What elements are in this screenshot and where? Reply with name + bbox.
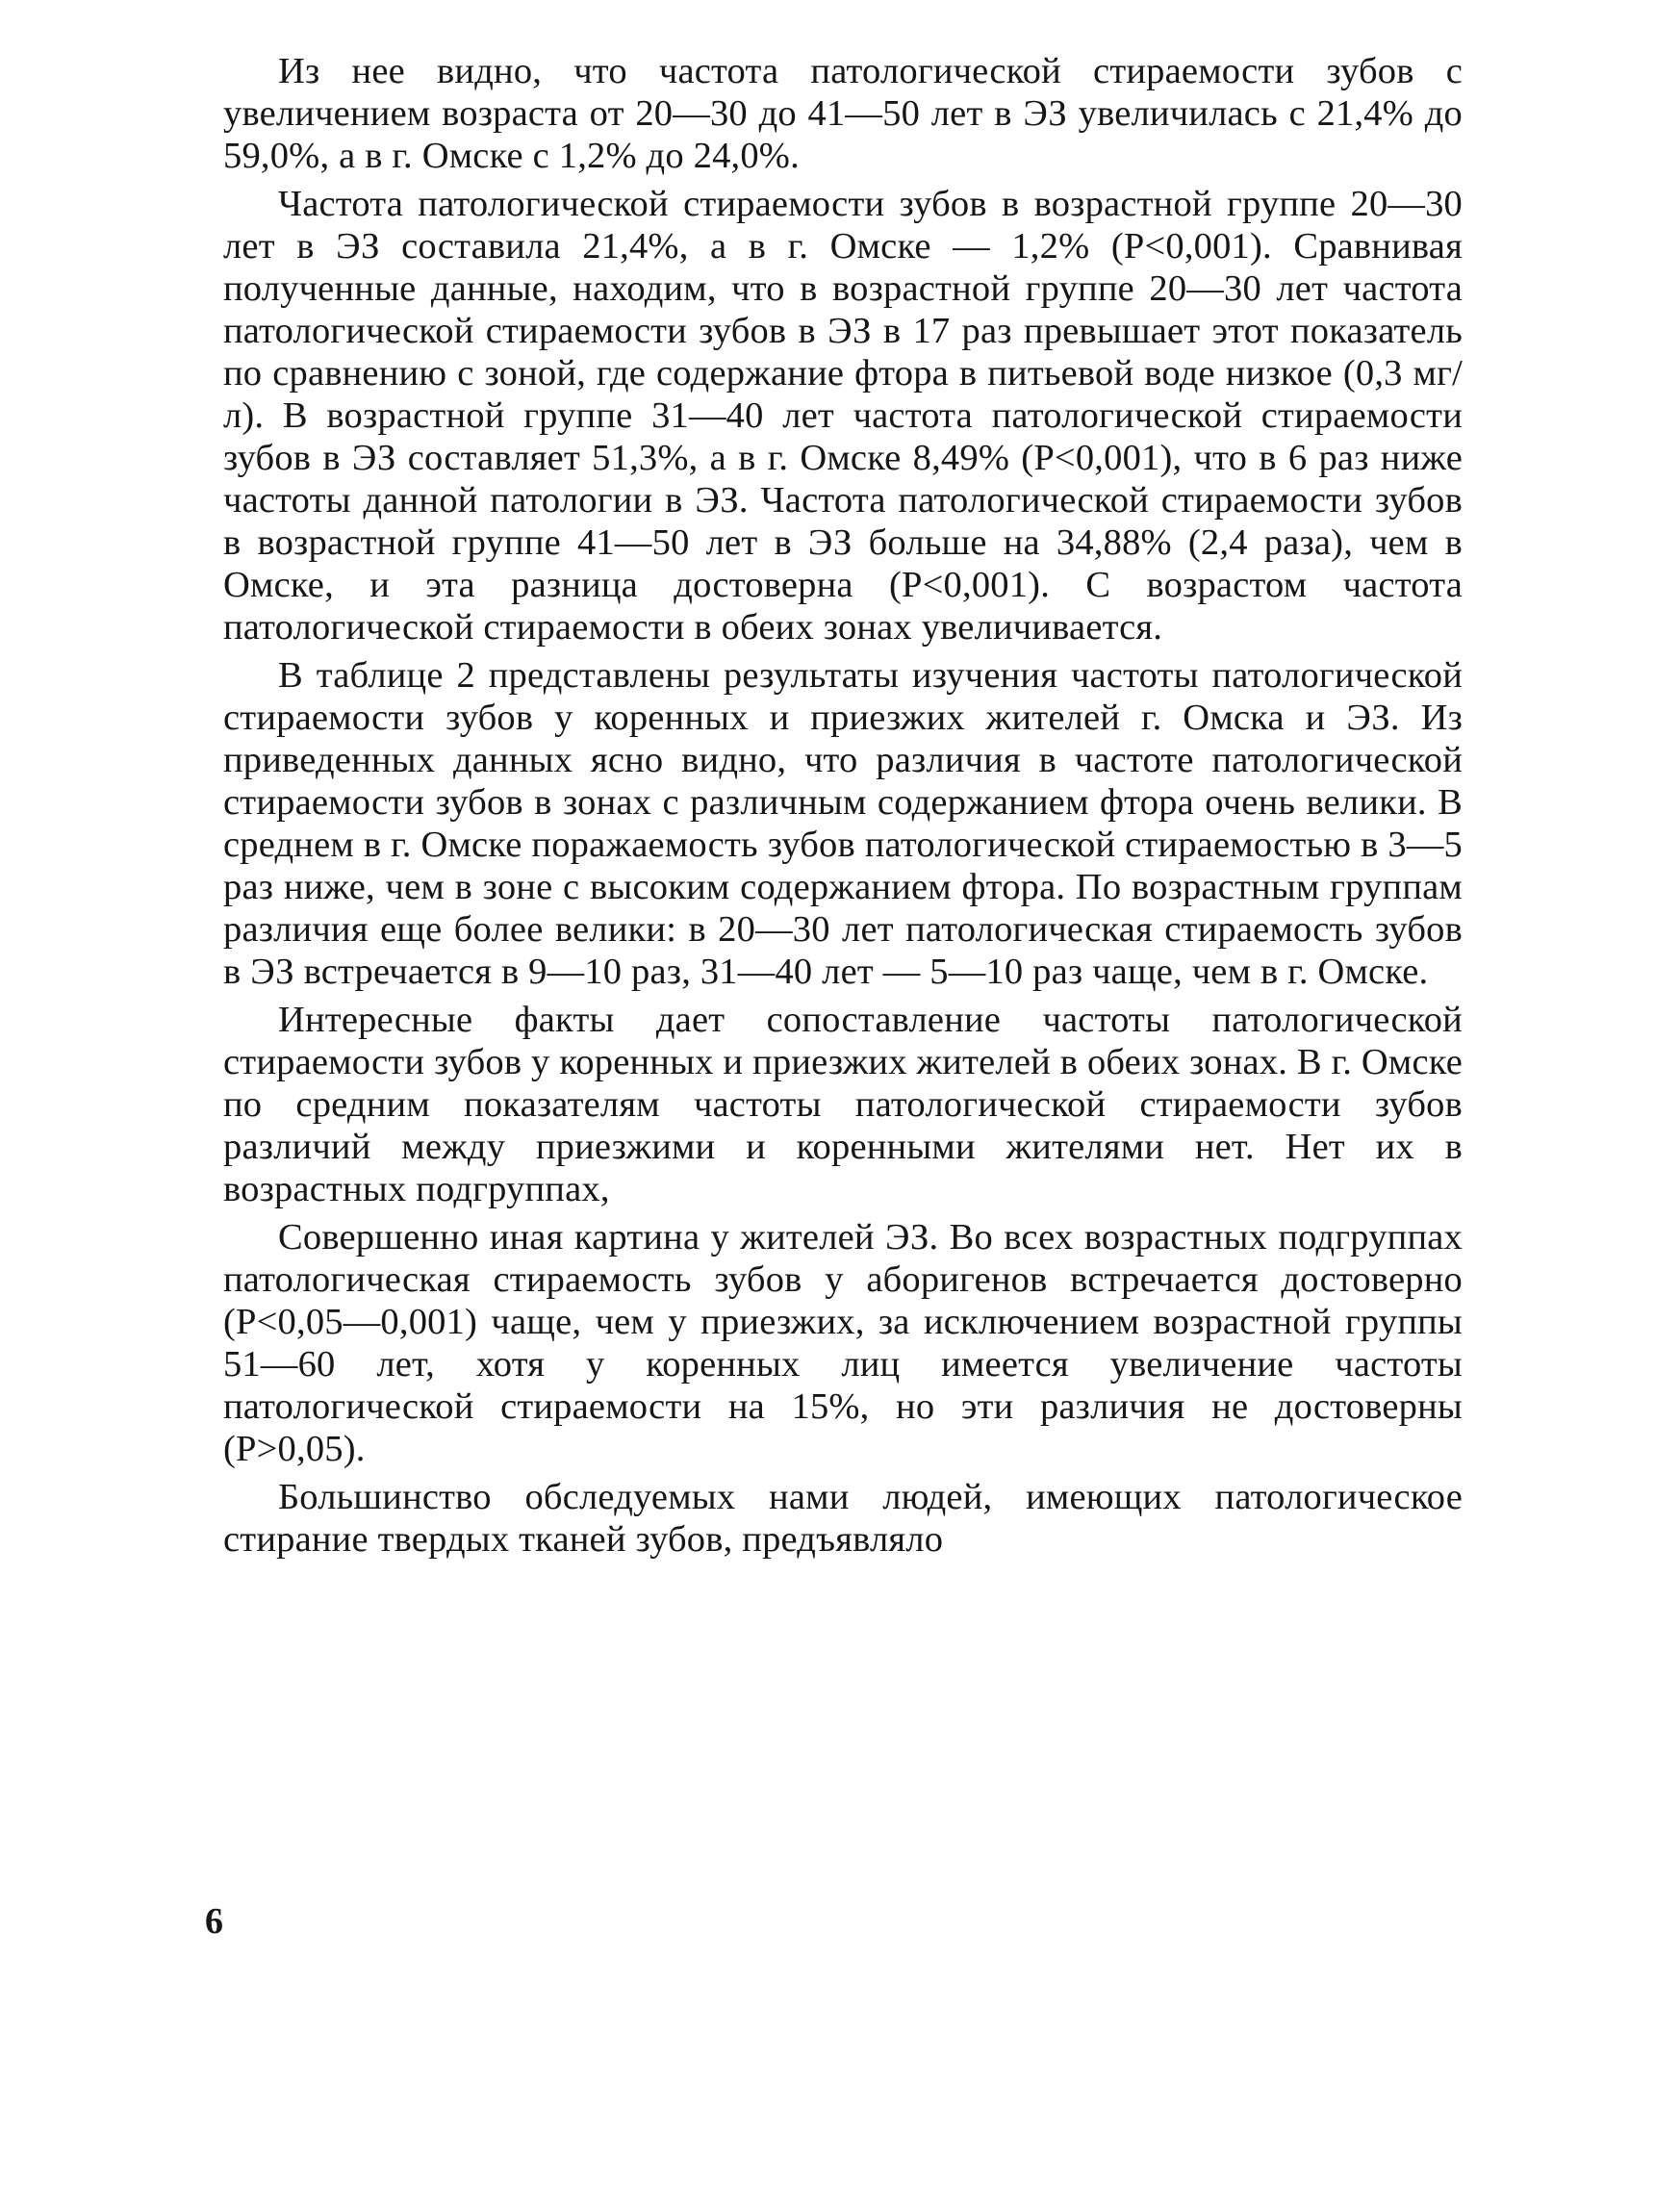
paragraph-3: В таблице 2 представлены результаты изучения частоты патологической стираемости зубов у коренных и приезжих жителей г. Омска и ЭЗ. Из приведенных данных ясно видно, что различия в частоте патологической стираемости зубов в зонах с различным содержанием фтора очень велики. В среднем в г. Омске поражаемость зубов патологической стираемостью в 3—5 раз ниже, чем в зоне с высоким содержанием фтора. По возрастным группам различия еще более велики: в 20—30 лет патологическая стираемость зубов в ЭЗ встречается в 9—10 раз, 31—40 лет — 5—10 раз чаще, чем в г. Омске.: [223, 655, 1463, 992]
paragraph-2: Частота патологической стираемости зубов в возрастной группе 20—30 лет в ЭЗ составила 21,4%, а в г. Омске — 1,2% (Р<0,001). Сравнивая полученные данные, находим, что в возрастной группе 20—30 лет частота патологической стираемости зубов в ЭЗ в 17 раз превышает этот показатель по сравнению с зоной, где содержание фтора в питьевой воде низкое (0,3 мг/л). В возрастной группе 31—40 лет частота патологической стираемости зубов в ЭЗ составляет 51,3%, а в г. Омске 8,49% (Р<0,001), что в 6 раз ниже частоты данной патологии в ЭЗ. Частота патологической стираемости зубов в возрастной группе 41—50 лет в ЭЗ больше на 34,88% (2,4 раза), чем в Омске, и эта разница достоверна (Р<0,001). С возрастом частота патологической стираемости в обеих зонах увеличивается.: [223, 184, 1463, 648]
paragraph-1: Из нее видно, что частота патологической стираемости зубов с увеличением возраста от 20—30 до 41—50 лет в ЭЗ увеличилась с 21,4% до 59,0%, а в г. Омске с 1,2% до 24,0%.: [223, 51, 1463, 176]
paragraph-6: Большинство обследуемых нами людей, имеющих патологическое стирание твердых тканей зубов, предъявляло: [223, 1477, 1463, 1560]
page-body: [223, 50, 1463, 1561]
page-number: 6: [205, 1901, 223, 1942]
paragraph-5: Совершенно иная картина у жителей ЭЗ. Во всех возрастных подгруппах патологическая стираемость зубов у аборигенов встречается достоверно (Р<0,05—0,001) чаще, чем у приезжих, за исключением возрастной группы 51—60 лет, хотя у коренных лиц имеется увеличение частоты патологической стираемости на 15%, но эти различия не достоверны (Р>0,05).: [223, 1217, 1463, 1469]
paragraph-4: Интересные факты дает сопоставление частоты патологической стираемости зубов у коренных и приезжих жителей в обеих зонах. В г. Омске по средним показателям частоты патологической стираемости зубов различий между приезжими и коренными жителями нет. Нет их в возрастных подгруппах,: [223, 1000, 1463, 1209]
